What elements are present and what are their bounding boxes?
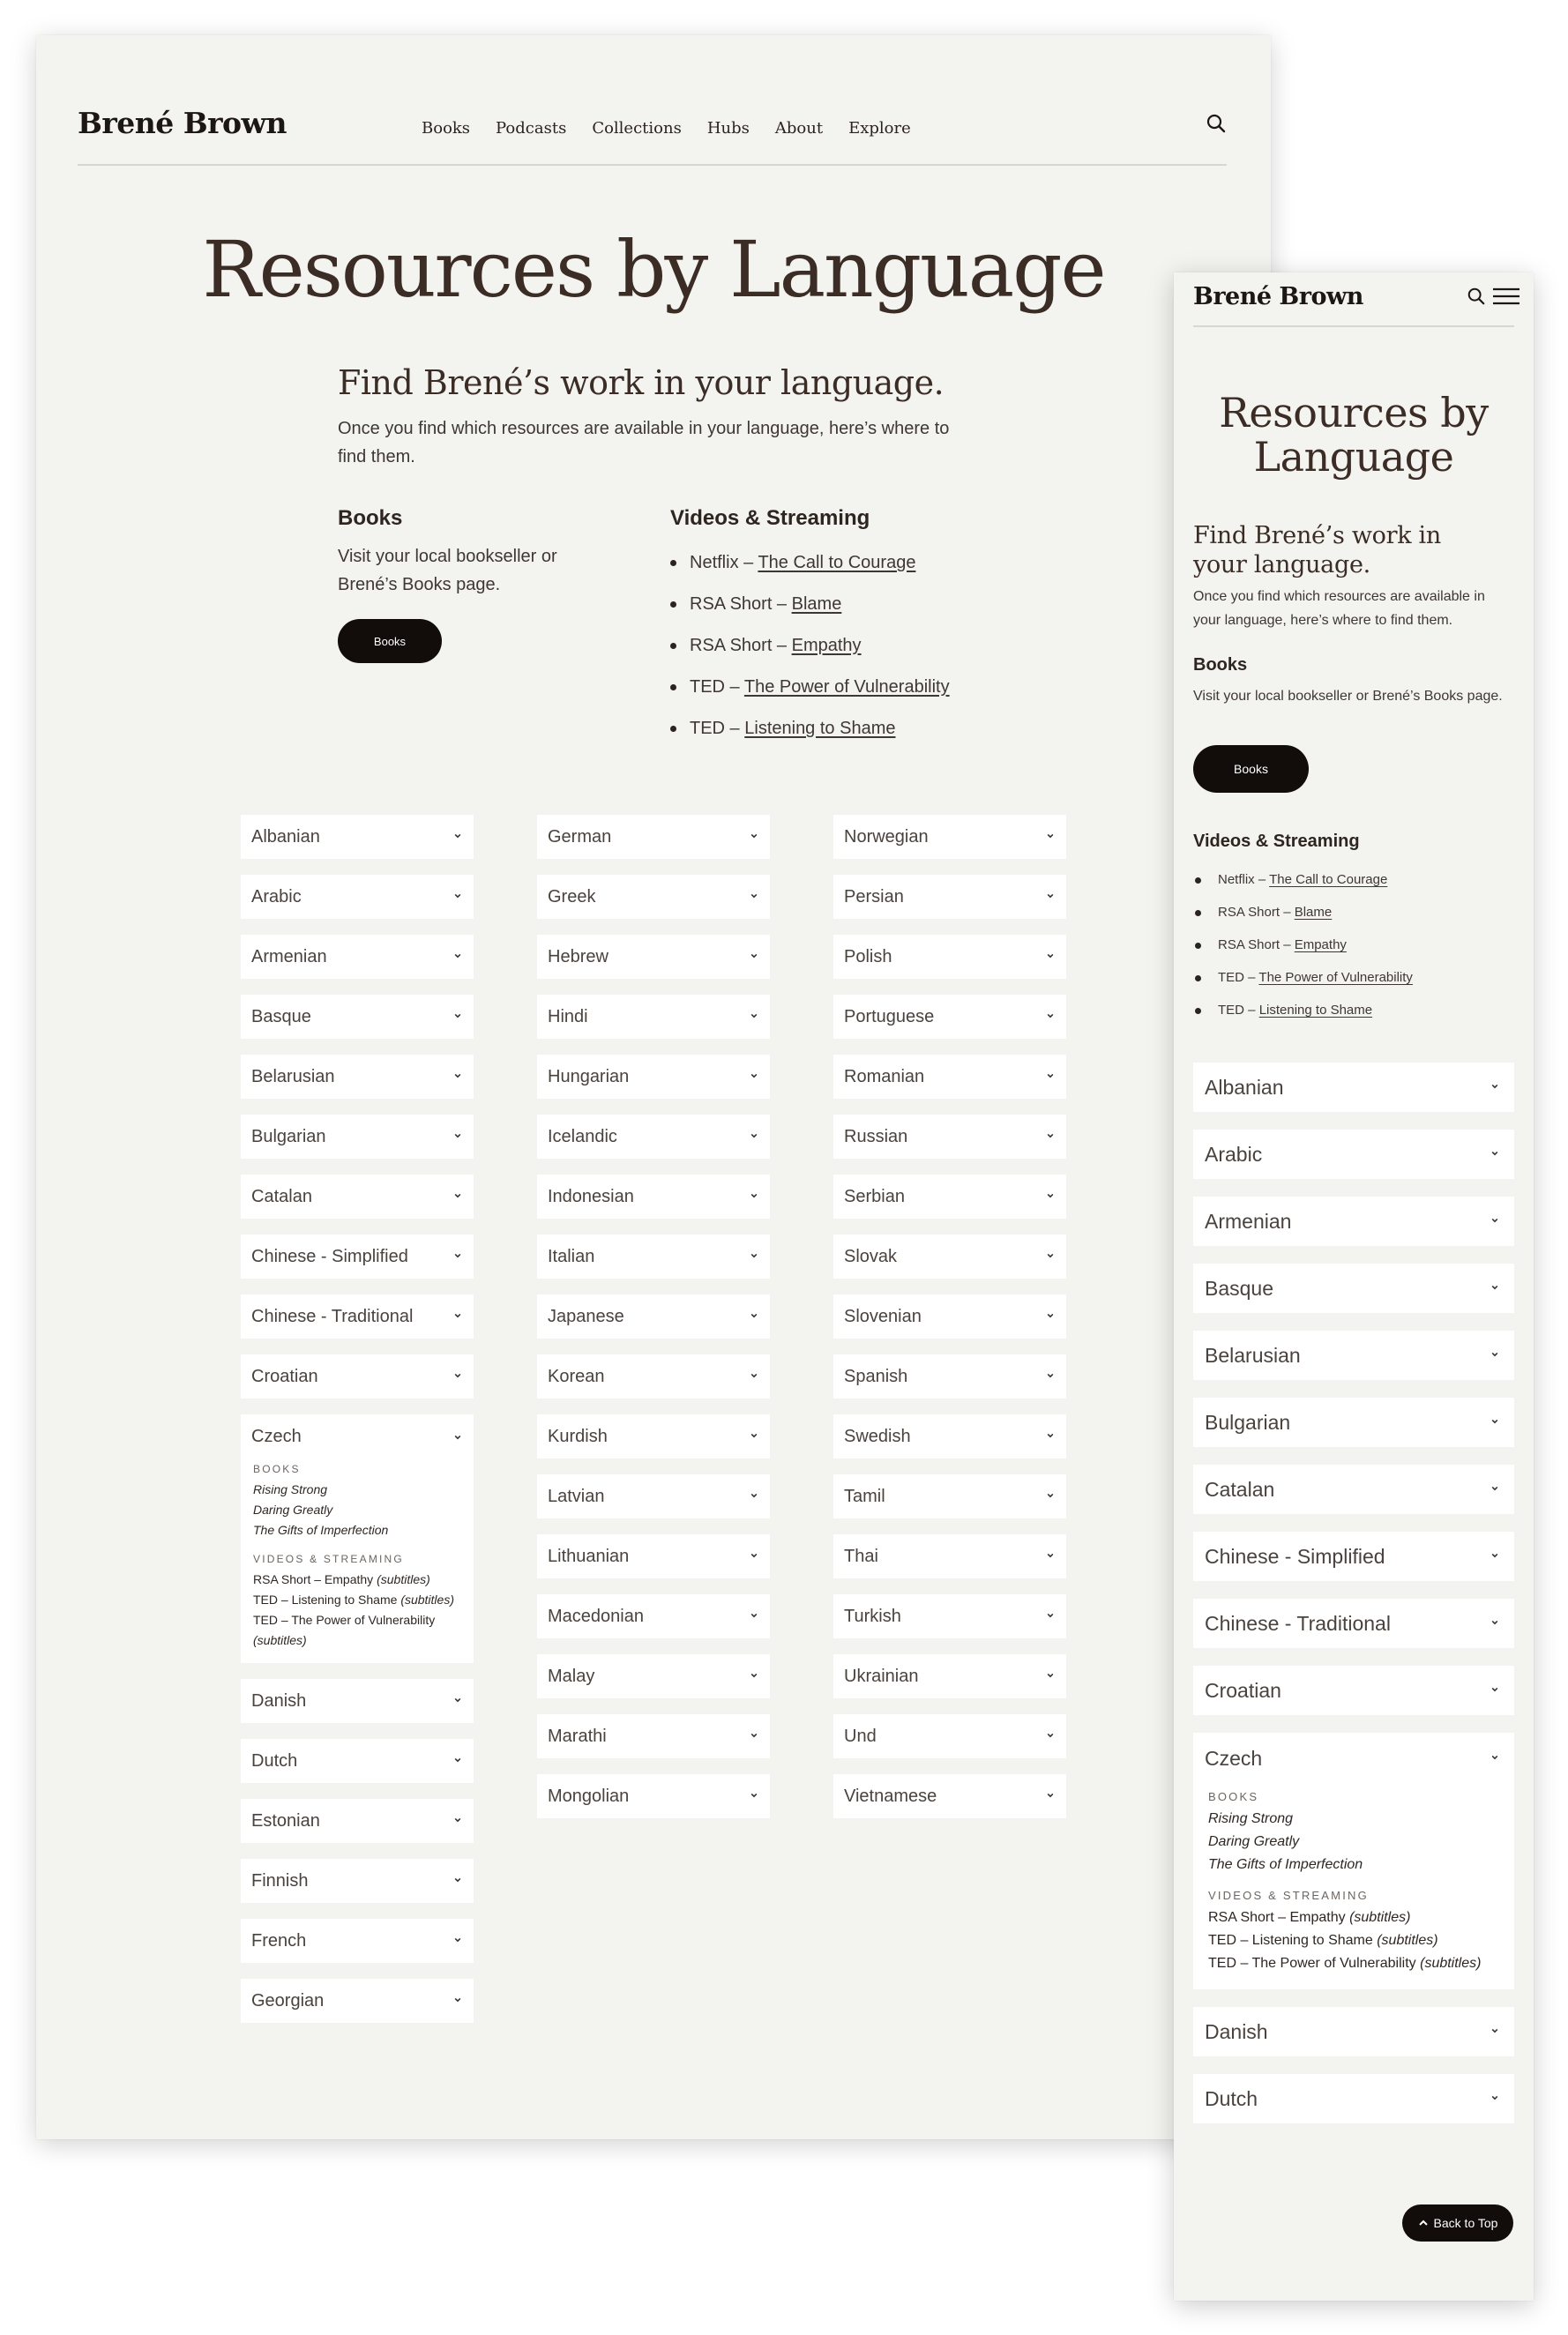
search-icon[interactable] xyxy=(1206,113,1227,134)
video-item: TED – The Power of Vulnerability xyxy=(1193,961,1413,994)
book-title: Rising Strong xyxy=(253,1482,328,1496)
chevron-down-icon xyxy=(1047,892,1054,899)
intro-text: Once you find which resources are available in your language, here’s where to find them. xyxy=(1193,589,1485,628)
language-dropdown-albanian[interactable] xyxy=(241,815,474,859)
language-name: Albanian xyxy=(1205,1076,1284,1099)
chevron-down-icon xyxy=(750,952,758,959)
chevron-down-icon xyxy=(750,1372,758,1379)
chevron-down-icon xyxy=(1047,1672,1054,1679)
video-item: TED – Listening to Shame xyxy=(1193,994,1413,1026)
subheading: Find Brené’s work in your language. xyxy=(1193,522,1441,578)
language-dropdown-kurdish[interactable] xyxy=(537,1414,770,1458)
language-name: Arabic xyxy=(251,887,302,906)
video-item: RSA Short – Blame xyxy=(670,584,950,625)
language-dropdown-malay[interactable] xyxy=(537,1654,770,1698)
chevron-down-icon xyxy=(1047,1492,1054,1499)
language-name: Belarusian xyxy=(251,1067,335,1086)
language-name: Finnish xyxy=(251,1871,309,1891)
videos-list xyxy=(670,542,950,750)
language-dropdown-dutch[interactable] xyxy=(1193,2074,1514,2123)
language-dropdown-bulgarian[interactable] xyxy=(241,1115,474,1159)
chevron-down-icon xyxy=(454,1936,461,1943)
video-link-call-to-courage[interactable]: The Call to Courage xyxy=(1269,872,1388,887)
chevron-down-icon xyxy=(1491,2027,1498,2034)
books-heading: Books xyxy=(338,506,403,530)
chevron-down-icon xyxy=(454,1697,461,1704)
site-logo[interactable]: Brené Brown xyxy=(78,106,287,140)
page-title: Resources by Language xyxy=(202,224,1105,315)
language-dropdown-icelandic[interactable] xyxy=(537,1115,770,1159)
video-link-listening-to-shame[interactable]: Listening to Shame xyxy=(1258,1003,1373,1018)
chevron-down-icon xyxy=(454,1252,461,1259)
chevron-down-icon xyxy=(1047,1432,1054,1439)
books-section-label: BOOKS xyxy=(253,1463,301,1475)
back-to-top-button[interactable] xyxy=(1402,2204,1513,2242)
language-column-3 xyxy=(833,815,1066,1834)
chevron-down-icon xyxy=(1491,1485,1498,1492)
language-name: Dutch xyxy=(1205,2087,1258,2110)
language-dropdown-hungarian[interactable] xyxy=(537,1055,770,1099)
language-name: Bulgarian xyxy=(1205,1411,1291,1434)
chevron-down-icon xyxy=(1047,952,1054,959)
language-dropdown-chinese-traditional[interactable] xyxy=(241,1294,474,1339)
language-name: Arabic xyxy=(1205,1143,1263,1166)
desktop-page xyxy=(36,35,1274,2139)
chevron-down-icon xyxy=(1047,1372,1054,1379)
language-name: Danish xyxy=(251,1691,307,1711)
chevron-down-icon xyxy=(1491,1686,1498,1693)
language-dropdown-belarusian[interactable] xyxy=(1193,1331,1514,1380)
video-resource: RSA Short – Empathy (subtitles) xyxy=(253,1572,430,1586)
language-dropdown-vietnamese[interactable] xyxy=(833,1774,1066,1818)
chevron-down-icon xyxy=(454,832,461,839)
nav-item-collections[interactable]: Collections xyxy=(592,119,682,138)
language-dropdown-marathi[interactable] xyxy=(537,1714,770,1758)
chevron-down-icon xyxy=(454,1192,461,1199)
chevron-down-icon xyxy=(1491,1418,1498,1425)
language-name: Korean xyxy=(548,1367,605,1386)
language-name: Catalan xyxy=(251,1187,312,1206)
language-name: Marathi xyxy=(548,1727,607,1746)
language-dropdown-russian[interactable] xyxy=(833,1115,1066,1159)
language-column-2 xyxy=(537,815,770,1834)
language-name: Macedonian xyxy=(548,1607,644,1626)
video-item: Netflix – The Call to Courage xyxy=(670,542,950,584)
language-dropdown-arabic[interactable] xyxy=(1193,1130,1514,1179)
language-dropdown-romanian[interactable] xyxy=(833,1055,1066,1099)
chevron-down-icon xyxy=(1047,1792,1054,1799)
language-name: Hebrew xyxy=(548,947,609,966)
language-name: Ukrainian xyxy=(844,1667,919,1686)
language-dropdown-armenian[interactable] xyxy=(241,935,474,979)
videos-heading: Videos & Streaming xyxy=(1193,832,1360,851)
video-item: TED – The Power of Vulnerability xyxy=(670,667,950,708)
video-link-power-of-vulnerability[interactable]: The Power of Vulnerability xyxy=(1258,970,1413,985)
chevron-down-icon xyxy=(750,1132,758,1139)
chevron-down-icon xyxy=(750,1072,758,1079)
chevron-down-icon xyxy=(454,1072,461,1079)
language-name: Basque xyxy=(251,1007,311,1026)
language-dropdown-chinese-simplified[interactable] xyxy=(1193,1532,1514,1581)
video-link-empathy[interactable]: Empathy xyxy=(791,636,862,655)
video-link-empathy[interactable]: Empathy xyxy=(1294,937,1347,952)
video-link-call-to-courage[interactable]: The Call to Courage xyxy=(758,553,916,572)
language-dropdown-danish[interactable] xyxy=(1193,2007,1514,2056)
language-dropdown-catalan[interactable] xyxy=(1193,1465,1514,1514)
language-dropdown-arabic[interactable] xyxy=(241,875,474,919)
language-dropdown-und[interactable] xyxy=(833,1714,1066,1758)
language-dropdown-chinese-traditional[interactable] xyxy=(1193,1599,1514,1648)
book-title: Rising Strong xyxy=(1208,1811,1294,1826)
video-resource: TED – Listening to Shame (subtitles) xyxy=(1208,1933,1438,1948)
language-name: Danish xyxy=(1205,2020,1268,2043)
language-name: Japanese xyxy=(548,1307,624,1326)
chevron-down-icon xyxy=(750,1252,758,1259)
language-name: Catalan xyxy=(1205,1478,1275,1501)
book-title: The Gifts of Imperfection xyxy=(1208,1857,1363,1872)
chevron-down-icon xyxy=(750,1552,758,1559)
chevron-down-icon xyxy=(750,892,758,899)
search-icon[interactable] xyxy=(1467,287,1486,306)
video-resource: TED – Listening to Shame (subtitles) xyxy=(253,1593,454,1607)
language-name: Serbian xyxy=(844,1187,905,1206)
language-name: Armenian xyxy=(251,947,327,966)
page-title: Resources by Language xyxy=(1219,389,1489,481)
language-dropdown-bulgarian[interactable] xyxy=(1193,1398,1514,1447)
language-name: Croatian xyxy=(251,1367,318,1386)
language-dropdown-basque[interactable] xyxy=(1193,1264,1514,1313)
book-title: The Gifts of Imperfection xyxy=(253,1523,389,1537)
chevron-down-icon xyxy=(1491,1351,1498,1358)
chevron-down-icon xyxy=(1047,1072,1054,1079)
chevron-down-icon xyxy=(750,1312,758,1319)
language-dropdown-danish[interactable] xyxy=(241,1679,474,1723)
language-dropdown-polish[interactable] xyxy=(833,935,1066,979)
video-link-blame[interactable]: Blame xyxy=(791,594,842,614)
chevron-down-icon xyxy=(1491,1619,1498,1626)
video-item: Netflix – The Call to Courage xyxy=(1193,863,1413,896)
language-name: Romanian xyxy=(844,1067,925,1086)
chevron-down-icon xyxy=(454,1372,461,1379)
language-name: Estonian xyxy=(251,1811,320,1831)
book-title: Daring Greatly xyxy=(1208,1834,1300,1849)
language-dropdown-latvian[interactable] xyxy=(537,1474,770,1518)
chevron-down-icon xyxy=(1047,1312,1054,1319)
videos-heading: Videos & Streaming xyxy=(670,506,870,530)
language-name: Greek xyxy=(548,887,596,906)
language-dropdown-german[interactable] xyxy=(537,815,770,859)
language-dropdown-armenian[interactable] xyxy=(1193,1197,1514,1246)
language-dropdown-basque[interactable] xyxy=(241,995,474,1039)
language-name: Dutch xyxy=(251,1751,298,1771)
video-link-power-of-vulnerability[interactable]: The Power of Vulnerability xyxy=(743,677,950,697)
language-dropdown-persian[interactable] xyxy=(833,875,1066,919)
language-name: Chinese - Simplified xyxy=(251,1247,408,1266)
site-logo[interactable]: Brené Brown xyxy=(1193,283,1363,310)
caret-up-icon xyxy=(1418,2219,1429,2227)
chevron-down-icon xyxy=(1491,1754,1498,1761)
language-dropdown-lithuanian[interactable] xyxy=(537,1534,770,1578)
language-dropdown-japanese[interactable] xyxy=(537,1294,770,1339)
chevron-down-icon xyxy=(1491,1150,1498,1157)
chevron-down-icon xyxy=(454,1757,461,1764)
nav-item-podcasts[interactable]: Podcasts xyxy=(496,119,567,138)
intro-text: Once you find which resources are available in your language, here’s where to find them. xyxy=(338,419,950,466)
language-name: Malay xyxy=(548,1667,595,1686)
language-dropdown-tamil[interactable] xyxy=(833,1474,1066,1518)
language-name: Chinese - Traditional xyxy=(251,1307,414,1326)
chevron-down-icon xyxy=(454,1876,461,1884)
language-dropdown-belarusian[interactable] xyxy=(241,1055,474,1099)
language-dropdown-italian[interactable] xyxy=(537,1235,770,1279)
language-name: Indonesian xyxy=(548,1187,634,1206)
chevron-down-icon xyxy=(454,1312,461,1319)
chevron-down-icon xyxy=(454,1817,461,1824)
video-link-blame[interactable]: Blame xyxy=(1294,905,1333,920)
chevron-down-icon xyxy=(750,1492,758,1499)
mobile-header xyxy=(1193,272,1514,327)
language-name: German xyxy=(548,827,612,847)
language-dropdown-slovak[interactable] xyxy=(833,1235,1066,1279)
language-name: Icelandic xyxy=(548,1127,617,1146)
mobile-page xyxy=(1174,272,1534,2301)
chevron-down-icon xyxy=(1047,832,1054,839)
language-dropdown-georgian[interactable] xyxy=(241,1979,474,2023)
language-dropdown-macedonian[interactable] xyxy=(537,1594,770,1638)
language-dropdown-hindi[interactable] xyxy=(537,995,770,1039)
language-dropdown-catalan[interactable] xyxy=(241,1175,474,1219)
nav-item-hubs[interactable]: Hubs xyxy=(706,119,750,138)
books-heading: Books xyxy=(1193,655,1248,675)
chevron-down-icon xyxy=(454,892,461,899)
site-header xyxy=(78,71,1227,166)
language-dropdown-spanish[interactable] xyxy=(833,1354,1066,1399)
chevron-down-icon xyxy=(750,1192,758,1199)
language-name: Basque xyxy=(1205,1277,1274,1300)
language-name: Latvian xyxy=(548,1487,605,1506)
main-nav xyxy=(422,119,937,138)
language-name: Italian xyxy=(548,1247,595,1266)
books-text: Visit your local bookseller or Brené’s Books page. xyxy=(338,547,557,594)
chevron-down-icon xyxy=(750,1432,758,1439)
language-name: Chinese - Traditional xyxy=(1205,1612,1391,1635)
language-name: Croatian xyxy=(1205,1679,1281,1702)
language-dropdown-croatian[interactable] xyxy=(241,1354,474,1399)
language-name: Russian xyxy=(844,1127,908,1146)
language-name: Persian xyxy=(844,887,904,906)
language-name: Turkish xyxy=(844,1607,901,1626)
language-name: Swedish xyxy=(844,1427,911,1446)
back-to-top-label: Back to Top xyxy=(1433,2216,1498,2230)
language-dropdown-greek[interactable] xyxy=(537,875,770,919)
videos-list xyxy=(1193,863,1413,1026)
language-dropdown-czech[interactable] xyxy=(241,1414,474,1663)
language-name: Vietnamese xyxy=(844,1787,937,1806)
language-name: French xyxy=(251,1931,307,1951)
chevron-down-icon xyxy=(1047,1252,1054,1259)
video-item: TED – Listening to Shame xyxy=(670,708,950,750)
language-name: Thai xyxy=(844,1547,878,1566)
language-name: Czech xyxy=(251,1427,302,1446)
chevron-down-icon xyxy=(1491,1083,1498,1090)
language-name: Belarusian xyxy=(1205,1344,1301,1367)
subheading: Find Brené’s work in your language. xyxy=(338,363,945,402)
language-dropdown-portuguese[interactable] xyxy=(833,995,1066,1039)
books-button[interactable]: Books xyxy=(338,619,442,663)
video-resource: RSA Short – Empathy (subtitles) xyxy=(1208,1910,1411,1925)
chevron-down-icon xyxy=(750,832,758,839)
language-dropdown-french[interactable] xyxy=(241,1919,474,1963)
language-dropdown-hebrew[interactable] xyxy=(537,935,770,979)
video-link-listening-to-shame[interactable]: Listening to Shame xyxy=(744,719,896,738)
chevron-down-icon xyxy=(1047,1612,1054,1619)
chevron-down-icon xyxy=(1047,1192,1054,1199)
language-name: Und xyxy=(844,1727,877,1746)
nav-item-explore[interactable]: Explore xyxy=(848,119,911,138)
language-name: Tamil xyxy=(844,1487,885,1506)
chevron-down-icon xyxy=(454,952,461,959)
chevron-down-icon xyxy=(454,1132,461,1139)
language-name: Slovak xyxy=(844,1247,898,1266)
language-name: Slovenian xyxy=(844,1307,922,1326)
chevron-down-icon xyxy=(750,1792,758,1799)
language-name: Polish xyxy=(844,947,892,966)
language-name: Armenian xyxy=(1205,1210,1292,1233)
chevron-down-icon xyxy=(1047,1732,1054,1739)
language-dropdown-norwegian[interactable] xyxy=(833,815,1066,859)
chevron-down-icon xyxy=(750,1612,758,1619)
mobile-language-list xyxy=(1193,1063,1514,2141)
language-name: Mongolian xyxy=(548,1787,630,1806)
language-name: Bulgarian xyxy=(251,1127,326,1146)
chevron-down-icon xyxy=(1491,1217,1498,1224)
books-text: Visit your local bookseller or Brené’s Books page. xyxy=(1193,689,1503,704)
language-dropdown-finnish[interactable] xyxy=(241,1859,474,1903)
videos-section-label: VIDEOS & STREAMING xyxy=(253,1553,404,1565)
language-name: Spanish xyxy=(844,1367,908,1386)
language-dropdown-mongolian[interactable] xyxy=(537,1774,770,1818)
language-dropdown-korean[interactable] xyxy=(537,1354,770,1399)
language-dropdown-thai[interactable] xyxy=(833,1534,1066,1578)
chevron-down-icon xyxy=(1491,1552,1498,1559)
language-name: Czech xyxy=(1205,1747,1263,1770)
language-name: Norwegian xyxy=(844,827,929,847)
video-item: RSA Short – Empathy xyxy=(670,625,950,667)
hamburger-menu-icon[interactable] xyxy=(1492,287,1520,306)
language-name: Lithuanian xyxy=(548,1547,630,1566)
book-title: Daring Greatly xyxy=(253,1503,333,1517)
chevron-down-icon xyxy=(1491,1284,1498,1291)
language-name: Hungarian xyxy=(548,1067,630,1086)
chevron-down-icon xyxy=(750,1012,758,1019)
chevron-down-icon xyxy=(454,1012,461,1019)
chevron-down-icon xyxy=(1047,1132,1054,1139)
books-section-label: BOOKS xyxy=(1208,1790,1259,1803)
language-name: Chinese - Simplified xyxy=(1205,1545,1385,1568)
language-dropdown-estonian[interactable] xyxy=(241,1799,474,1843)
chevron-down-icon xyxy=(1047,1012,1054,1019)
chevron-down-icon xyxy=(1047,1552,1054,1559)
chevron-down-icon xyxy=(1491,2094,1498,2101)
nav-item-books[interactable]: Books xyxy=(422,119,471,138)
language-dropdown-serbian[interactable] xyxy=(833,1175,1066,1219)
chevron-down-icon xyxy=(750,1732,758,1739)
language-name: Portuguese xyxy=(844,1007,935,1026)
language-dropdown-albanian[interactable] xyxy=(1193,1063,1514,1112)
language-name: Albanian xyxy=(251,827,320,847)
books-button[interactable]: Books xyxy=(1193,745,1309,793)
chevron-down-icon xyxy=(750,1672,758,1679)
language-name: Georgian xyxy=(251,1991,325,2010)
language-dropdown-croatian[interactable] xyxy=(1193,1666,1514,1715)
nav-item-about[interactable]: About xyxy=(774,119,824,138)
video-resource: TED – The Power of Vulnerability (subtitles) xyxy=(253,1613,436,1647)
language-name: Hindi xyxy=(548,1007,588,1026)
language-name: Kurdish xyxy=(548,1427,608,1446)
language-dropdown-turkish[interactable] xyxy=(833,1594,1066,1638)
video-item: RSA Short – Blame xyxy=(1193,896,1413,929)
video-item: RSA Short – Empathy xyxy=(1193,929,1413,961)
videos-section-label: VIDEOS & STREAMING xyxy=(1208,1889,1369,1902)
language-dropdown-chinese-simplified[interactable] xyxy=(241,1235,474,1279)
chevron-down-icon xyxy=(454,1434,461,1441)
language-dropdown-slovenian[interactable] xyxy=(833,1294,1066,1339)
language-dropdown-swedish[interactable] xyxy=(833,1414,1066,1458)
language-dropdown-dutch[interactable] xyxy=(241,1739,474,1783)
language-dropdown-ukrainian[interactable] xyxy=(833,1654,1066,1698)
language-dropdown-indonesian[interactable] xyxy=(537,1175,770,1219)
language-dropdown-czech[interactable] xyxy=(1193,1733,1514,1989)
video-resource: TED – The Power of Vulnerability (subtitles) xyxy=(1208,1956,1482,1971)
chevron-down-icon xyxy=(454,1996,461,2003)
language-column-1 xyxy=(241,815,474,2039)
